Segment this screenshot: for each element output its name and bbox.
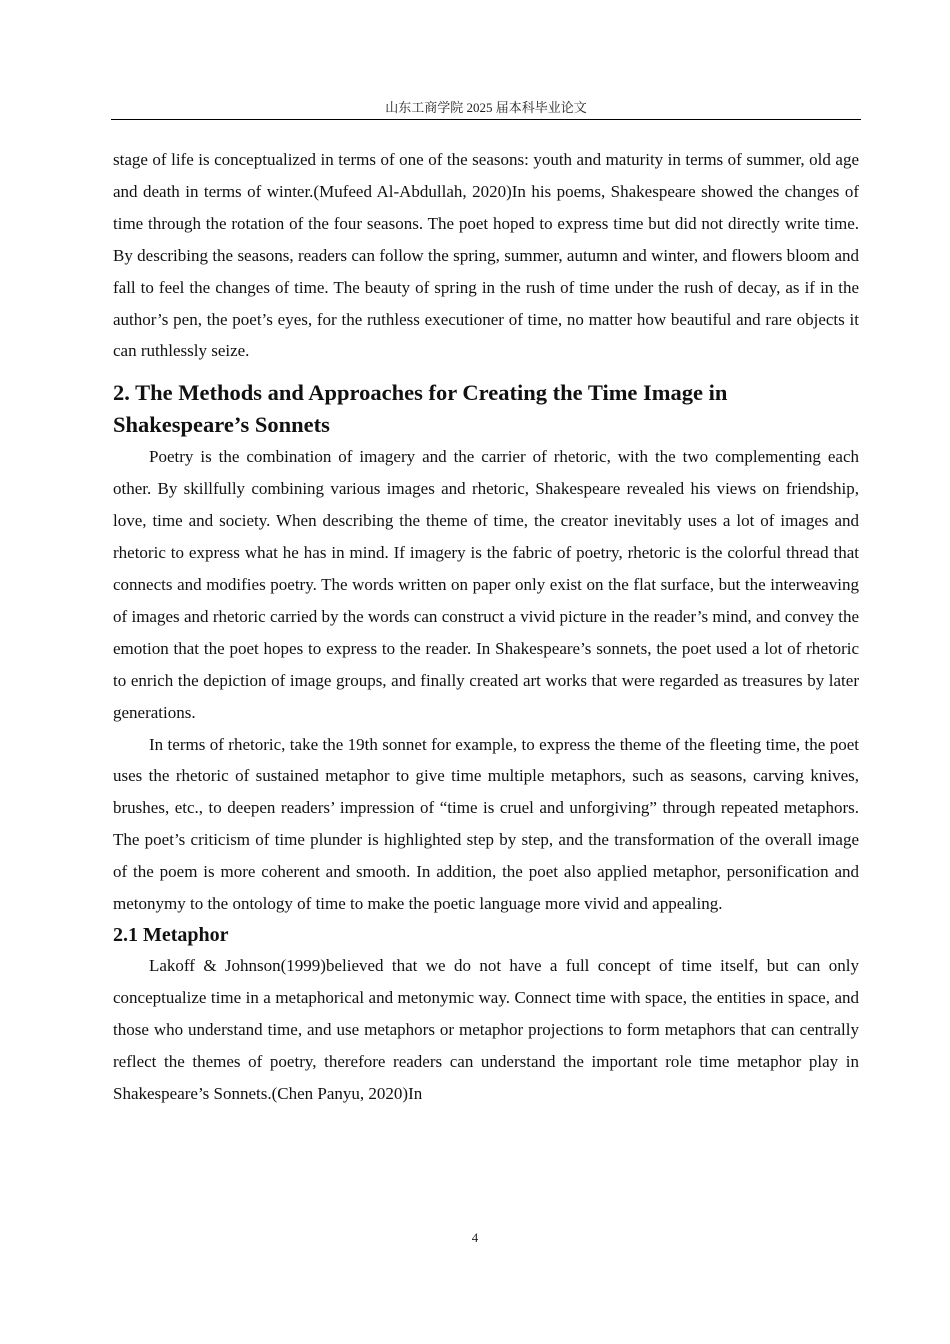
running-header: 山东工商学院 2025 届本科毕业论文 — [385, 100, 587, 115]
page-number: 4 — [471, 1230, 479, 1245]
paragraph: In terms of rhetoric, take the 19th sonnet for example, to express the theme of the fleeting time, the poet uses the rhetoric of sustained metaphor to give time multiple metaphors, such as seasons, carving knives, brushes, etc., to deepen readers’ impression of “time is cruel and unforgiving” through repeated metaphors. The poet’s criticism of time plunder is highlighted step by step, and the transformation of the overall image of the poem is more coherent and smooth. In addition, the poet also applied metaphor, personification and metonymy to the ontology of time to make the poetic language more vivid and appealing. — [113, 734, 859, 914]
header-rule — [111, 119, 861, 120]
body-content — [113, 144, 859, 1109]
paragraph: Poetry is the combination of imagery and the carrier of rhetoric, with the two complementing each other. By skillfully combining various images and rhetoric, Shakespeare revealed his views on friendship, love, time and society. When describing the theme of time, the creator inevitably uses a lot of images and rhetoric to express what he has in mind. If imagery is the fabric of poetry, rhetoric is the colorful thread that connects and modifies poetry. The words written on paper only exist on the flat surface, but the interweaving of images and rhetoric carried by the words can construct a vivid picture in the reader’s mind, and convey the emotion that the poet hopes to express to the reader. In Shakespeare’s sonnets, the poet used a lot of rhetoric to enrich the depiction of image groups, and finally created art works that were regarded as treasures by later generations. — [113, 447, 859, 722]
paragraph-continued: stage of life is conceptualized in terms of one of the seasons: youth and maturity in terms of summer, old age and death in terms of winter.(Mufeed Al-Abdullah, 2020)In his poems, Shakespeare showed the changes of time through the rotation of the four seasons. The poet hoped to express time but did not directly write time. By describing the seasons, readers can follow the spring, summer, autumn and winter, and flowers bloom and fall to feel the changes of time. The beauty of spring in the rush of time under the rush of decay, as if in the author’s pen, the poet’s eyes, for the ruthless executioner of time, no matter how beautiful and rare objects it can ruthlessly seize. — [113, 150, 859, 361]
paragraph: Lakoff & Johnson(1999)believed that we do not have a full concept of time itself, but can only conceptualize time in a metaphorical and metonymic way. Connect time with space, the entities in space, and those who understand time, and use metaphors or metaphor projections to form metaphors that can centrally reflect the themes of poetry, therefore readers can understand the important role time metaphor play in Shakespeare’s Sonnets.(Chen Panyu, 2020)In — [113, 955, 859, 1103]
subsection-heading: 2.1 Metaphor — [113, 923, 229, 946]
section-heading: 2. The Methods and Approaches for Creating the Time Image in Shakespeare’s Sonnets — [113, 380, 728, 438]
